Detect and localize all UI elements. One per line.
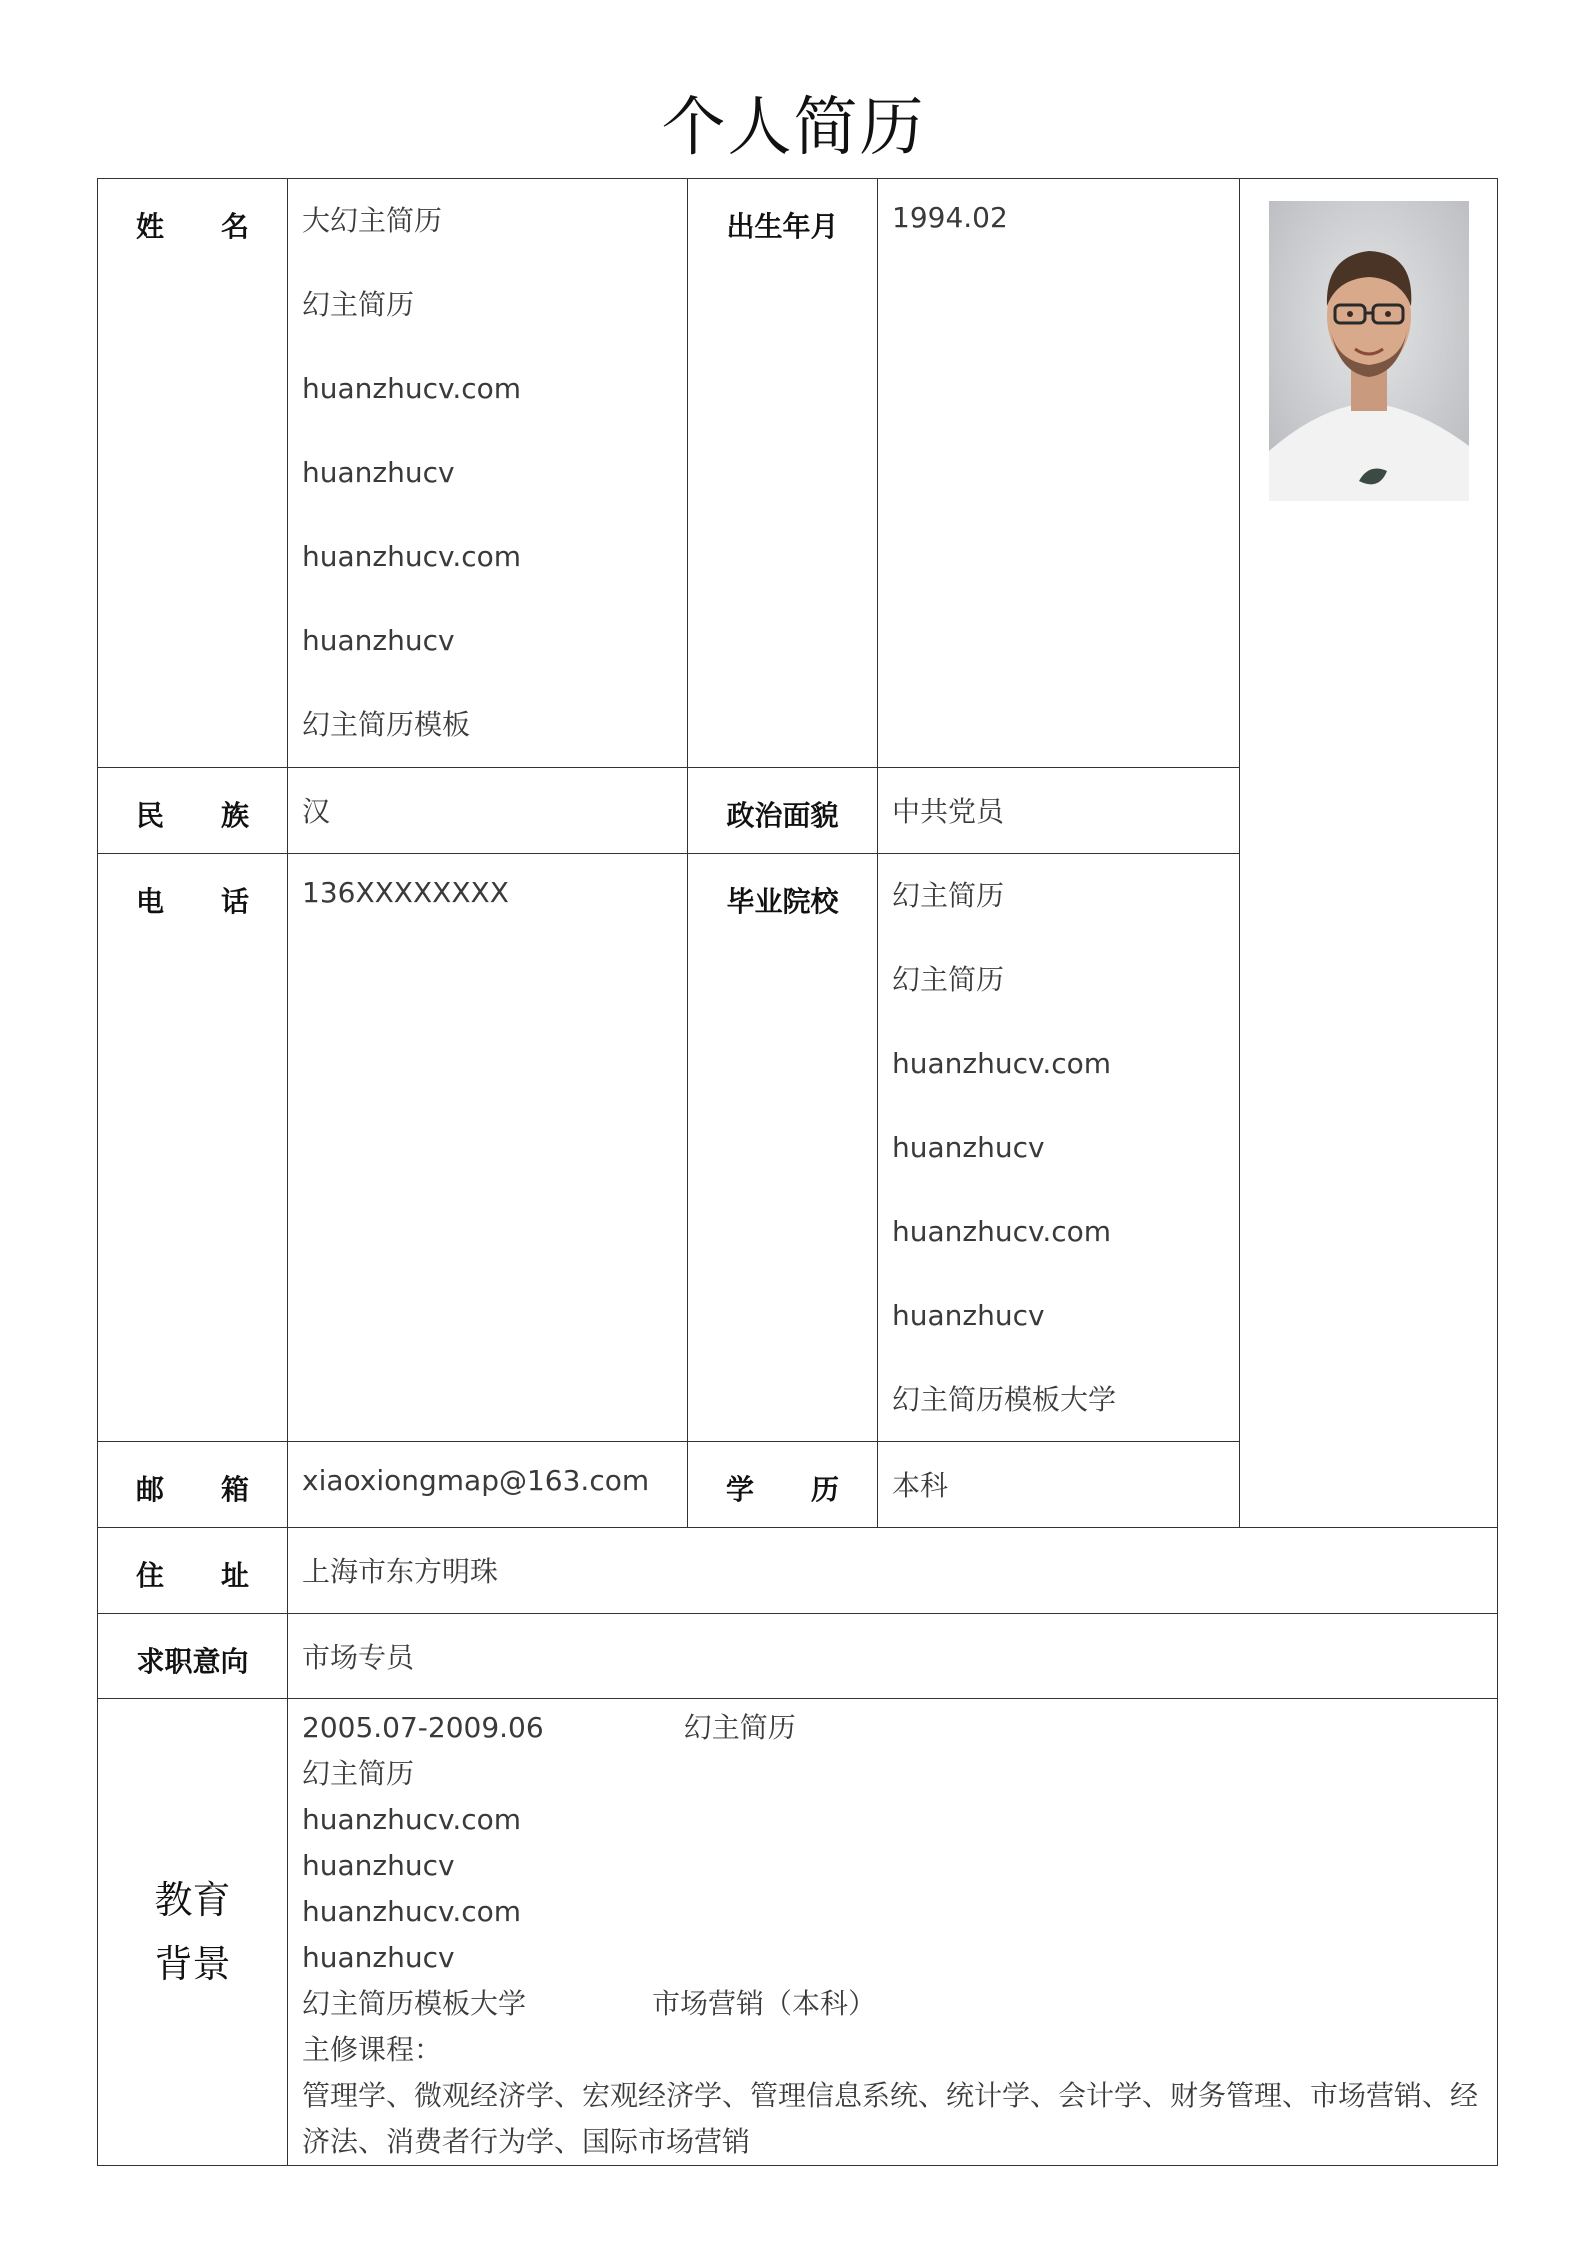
resume-table [97, 178, 1498, 2166]
label-school: 毕业院校 [688, 854, 878, 1442]
education-line: huanzhucv.com [302, 1803, 522, 1836]
profile-photo [1269, 201, 1469, 501]
label-email: 邮 箱 [98, 1442, 288, 1528]
value-ethnicity: 汉 [288, 768, 688, 854]
education-line: huanzhucv [302, 1941, 455, 1974]
label-intent: 求职意向 [98, 1614, 288, 1699]
label-birth: 出生年月 [688, 179, 878, 768]
education-line: huanzhucv.com [302, 1895, 522, 1928]
education-line: 幻主简历 [302, 1757, 415, 1790]
value-name: 大幻主简历 幻主简历 huanzhucv.com huanzhucv huanzhucv.com huanzhucv 幻主简历模板 [288, 179, 688, 768]
value-intent: 市场专员 [288, 1614, 1498, 1699]
label-name: 姓 名 [98, 179, 288, 768]
label-politics: 政治面貌 [688, 768, 878, 854]
page-title: 个人简历 [661, 91, 926, 165]
label-address: 住 址 [98, 1528, 288, 1614]
value-politics: 中共党员 [878, 768, 1240, 854]
label-degree: 学 历 [688, 1442, 878, 1528]
courses-label: 主修课程： [302, 2033, 443, 2066]
label-phone: 电 话 [98, 854, 288, 1442]
courses-list: 管理学、微观经济学、宏观经济学、管理信息系统、统计学、会计学、财务管理、市场营销、经济法、消费者行为学、国际市场营销 [302, 2079, 1479, 2158]
education-line: huanzhucv [302, 1849, 455, 1882]
value-school: 幻主简历 幻主简历 huanzhucv.com huanzhucv huanzhucv.com huanzhucv 幻主简历模板大学 [878, 854, 1240, 1442]
value-birth: 1994.02 [878, 179, 1240, 768]
value-phone: 136XXXXXXXX [288, 854, 688, 1442]
education-period-row: 2005.07-2009.06 幻主简历 [302, 1711, 796, 1744]
education-school-row: 幻主简历模板大学 市场营销（本科） [302, 1987, 877, 2020]
education-content [288, 1699, 1498, 2166]
value-address: 上海市东方明珠 [288, 1528, 1498, 1614]
value-email: xiaoxiongmap@163.com [288, 1442, 688, 1528]
label-education: 教育 背景 [98, 1699, 288, 2166]
value-degree: 本科 [878, 1442, 1240, 1528]
photo-cell [1240, 179, 1498, 1528]
label-ethnicity: 民 族 [98, 768, 288, 854]
